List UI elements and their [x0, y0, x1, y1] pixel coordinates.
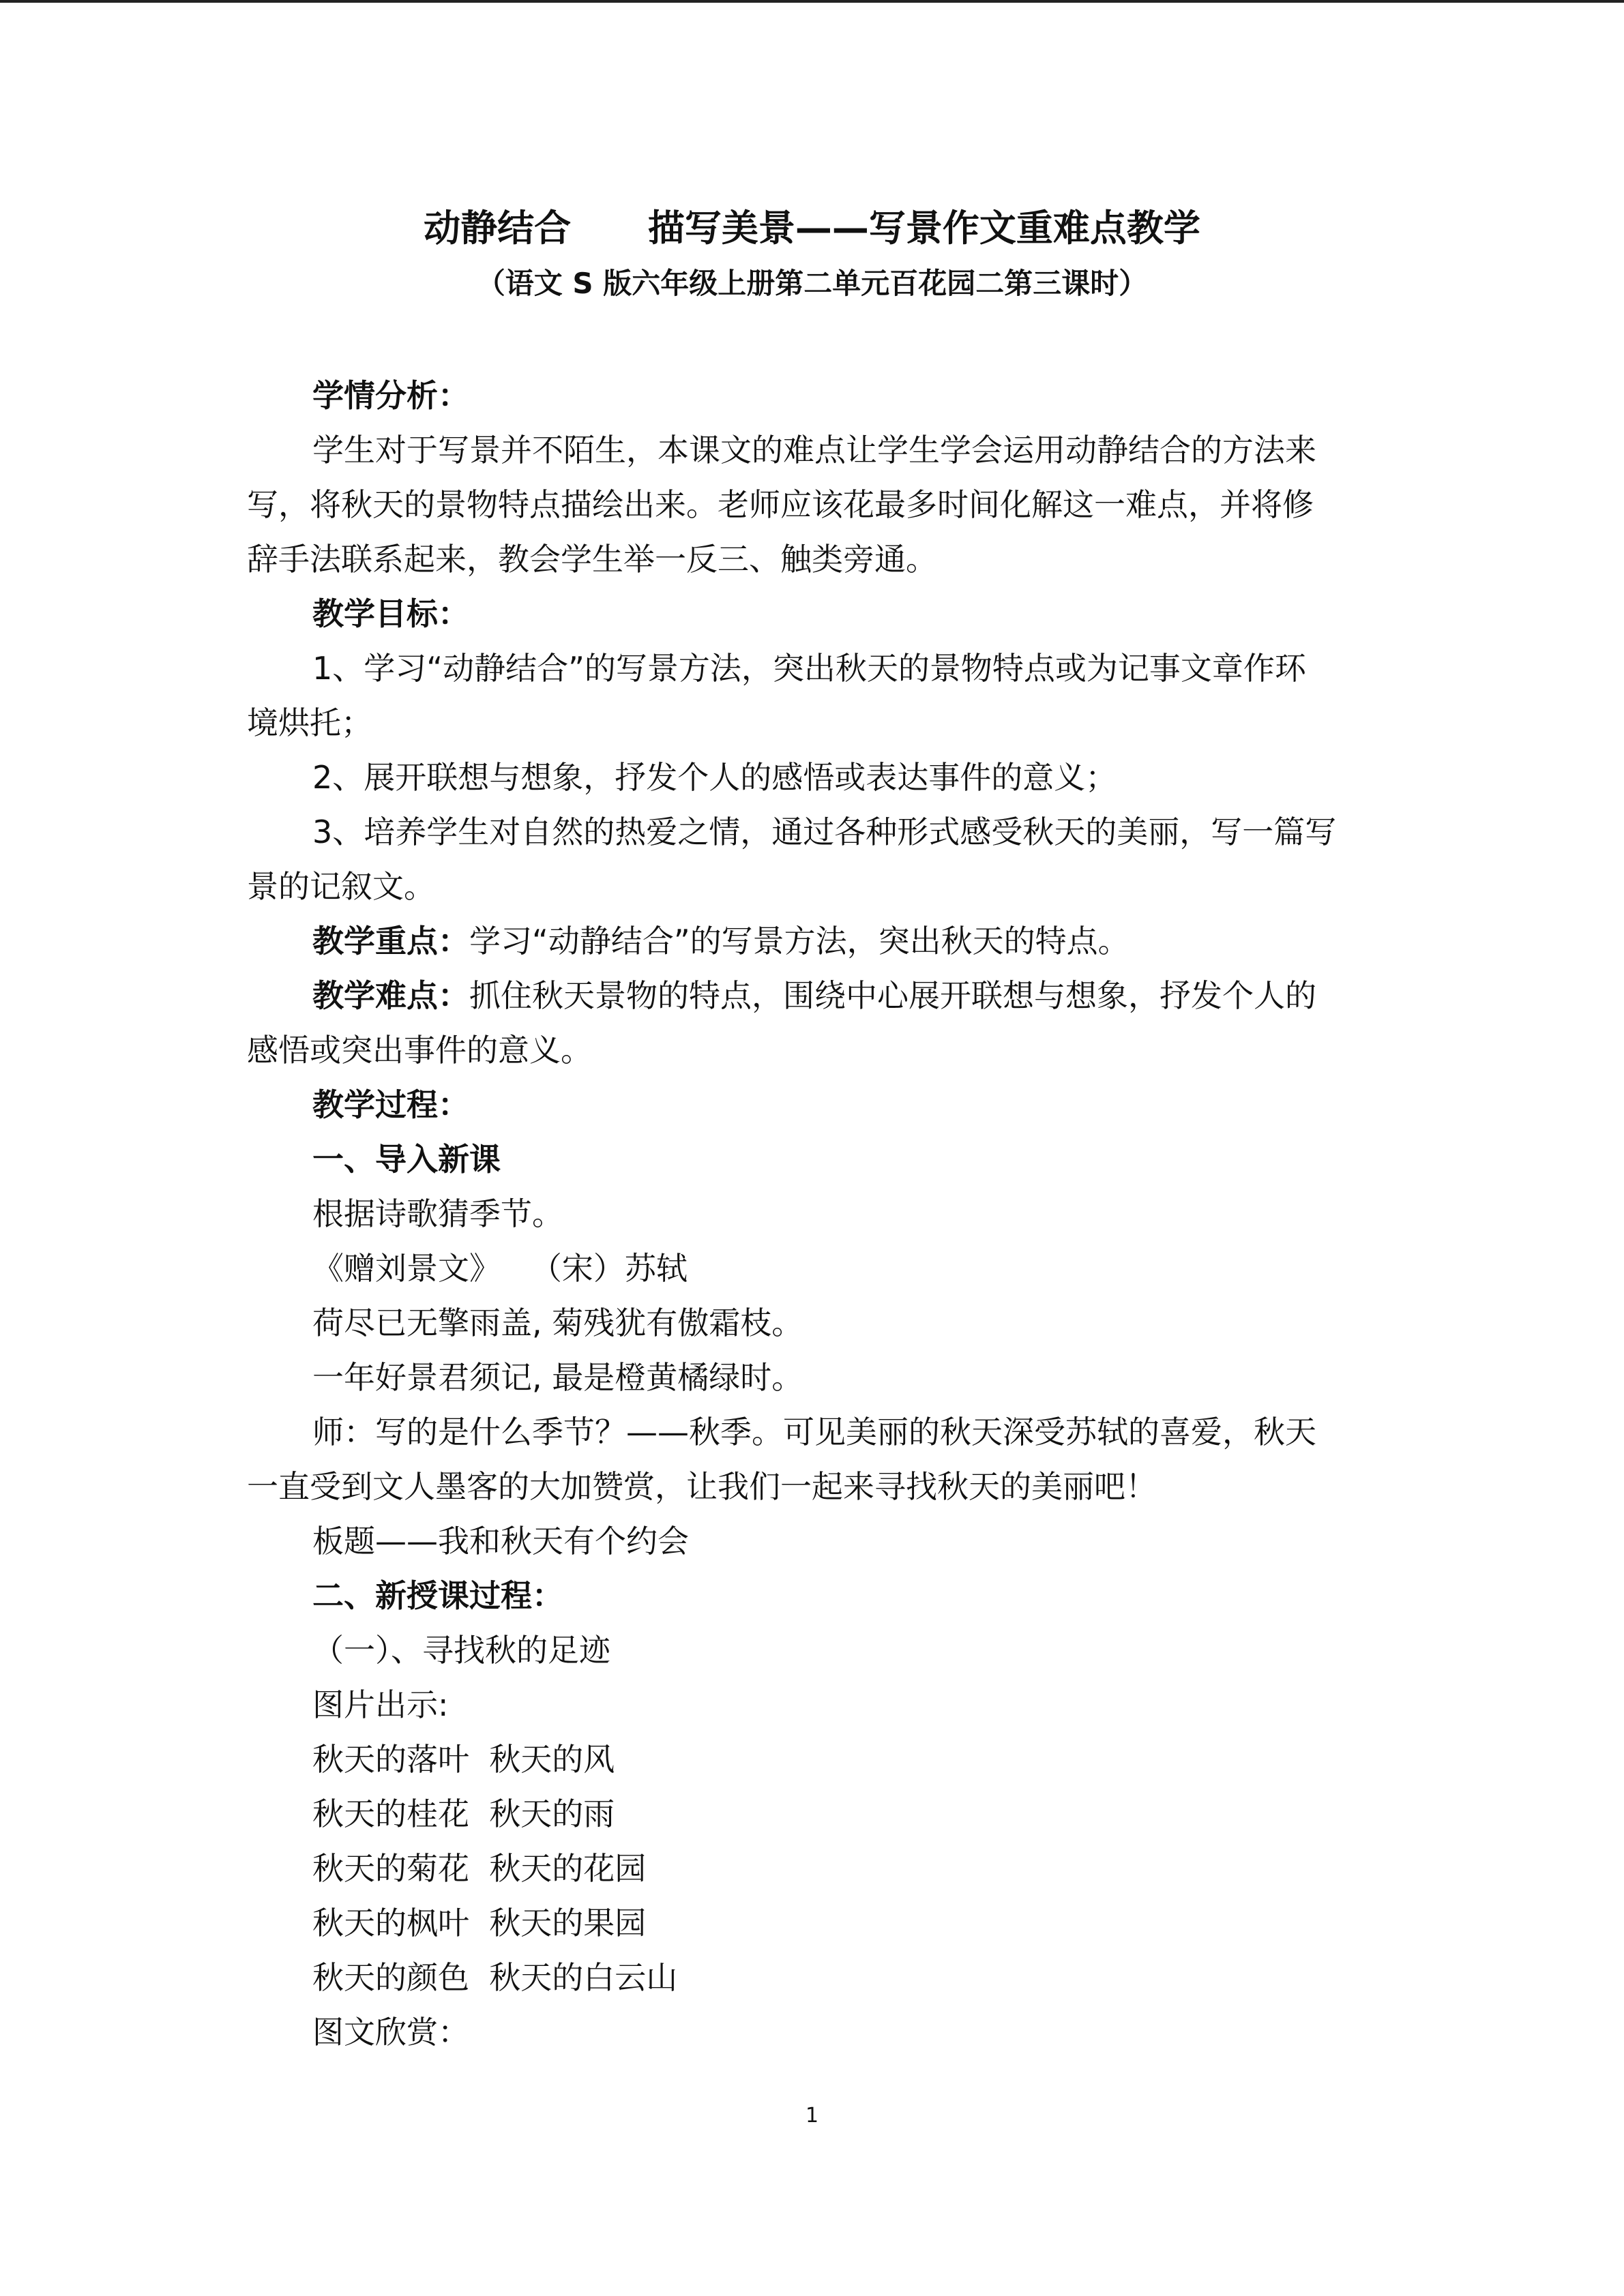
goal-2: 2、展开联想与想象，抒发个人的感悟或表达事件的意义； [312, 759, 1117, 796]
teacher-line: 一直受到文人墨客的大加赞赏，让我们一起来寻找秋天的美丽吧！ [247, 1468, 1157, 1505]
goal-3-line: 景的记叙文。 [247, 868, 435, 905]
difficulty-label: 教学难点： [312, 977, 469, 1014]
part-2-heading: 二、新授课过程： [312, 1577, 563, 1614]
analysis-line: 写，将秋天的景物特点描绘出来。老师应该花最多时间化解这一难点，并将修 [247, 486, 1314, 523]
goal-1-line: 1、学习“动静结合”的写景方法，突出秋天的景物特点或为记事文章作环 [312, 650, 1306, 687]
poem-title: 《赠刘景文》 （宋）苏轼 [312, 1250, 688, 1287]
analysis-line: 学生对于写景并不陌生，本课文的难点让学生学会运用动静结合的方法来 [312, 432, 1316, 468]
analysis-line: 辞手法联系起来，教会学生举一反三、触类旁通。 [247, 541, 937, 578]
teacher-line: 师：写的是什么季节？——秋季。可见美丽的秋天深受苏轼的喜爱，秋天 [312, 1414, 1316, 1450]
poem-line: 一年好景君须记, 最是橙黄橘绿时。 [312, 1359, 803, 1396]
key-point-label: 教学重点： [312, 923, 469, 959]
list-item: 秋天的落叶 秋天的风 [312, 1741, 615, 1778]
guess-season: 根据诗歌猜季节。 [312, 1195, 563, 1232]
list-item: 秋天的菊花 秋天的花园 [312, 1850, 647, 1887]
list-item: 秋天的桂花 秋天的雨 [312, 1795, 615, 1832]
poem-line: 荷尽已无擎雨盖, 菊残犹有傲霜枝。 [312, 1304, 803, 1341]
list-item: 秋天的枫叶 秋天的果园 [312, 1905, 647, 1941]
appreciation: 图文欣赏： [312, 2014, 469, 2051]
part-1-heading: 一、导入新课 [312, 1141, 501, 1178]
process-heading: 教学过程： [312, 1086, 469, 1123]
board-title: 板题——我和秋天有个约会 [312, 1523, 689, 1560]
analysis-heading: 学情分析： [312, 377, 469, 414]
document-title: 动静结合 描写美景——写景作文重难点教学 [424, 207, 1200, 250]
goal-1-line: 境烘托； [247, 704, 372, 741]
top-border-line [0, 0, 1624, 3]
pictures-shown: 图片出示: [312, 1686, 449, 1723]
sub-section-1: （一）、寻找秋的足迹 [312, 1632, 610, 1669]
difficulty-point [247, 968, 1379, 1023]
difficulty-continuation: 感悟或突出事件的意义。 [247, 1032, 592, 1069]
goals-heading: 教学目标： [312, 595, 469, 632]
page-number: 1 [805, 2104, 819, 2128]
key-point-text: 学习“动静结合”的写景方法，突出秋天的特点。 [469, 923, 1130, 959]
key-point [247, 914, 1379, 968]
goal-3-line: 3、培养学生对自然的热爱之情，通过各种形式感受秋天的美丽，写一篇写 [312, 814, 1337, 850]
list-item: 秋天的颜色 秋天的白云山 [312, 1959, 678, 1996]
difficulty-text: 抓住秋天景物的特点，围绕中心展开联想与想象，抒发个人的 [469, 977, 1316, 1014]
document-subtitle: （语文 S 版六年级上册第二单元百花园二第三课时） [476, 267, 1148, 300]
